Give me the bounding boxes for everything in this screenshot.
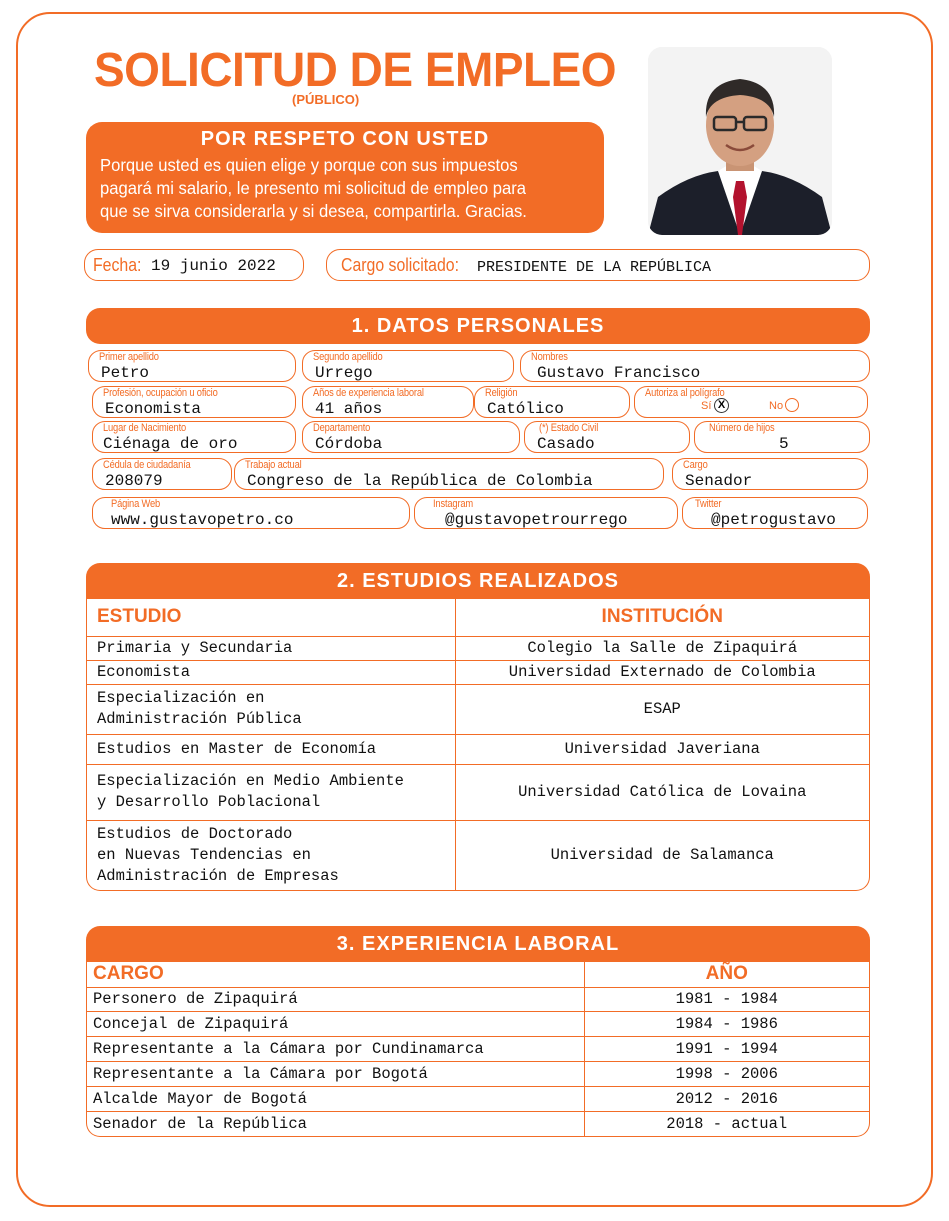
section-datos-personales-header: 1. DATOS PERSONALES	[86, 308, 870, 344]
departamento-field[interactable]	[302, 421, 520, 453]
estudio-cell: Estudios en Master de Economía	[87, 734, 455, 764]
segundo-apellido-label: Segundo apellido	[313, 351, 383, 363]
institucion-cell: Universidad de Salamanca	[455, 820, 869, 890]
numero-hijos-label: Número de hijos	[709, 422, 775, 434]
ano-cell: 1981 - 1984	[584, 987, 869, 1012]
cargo-cell: Concejal de Zipaquirá	[87, 1012, 584, 1037]
primer-apellido-field[interactable]	[88, 350, 296, 382]
cargo-column-header: CARGO	[93, 963, 164, 985]
page-title: SOLICITUD DE EMPLEO	[94, 41, 617, 97]
pagina-web-label: Página Web	[111, 498, 161, 510]
segundo-apellido-value: Urrego	[315, 364, 373, 382]
table-row	[87, 734, 869, 764]
numero-hijos-value: 5	[779, 435, 789, 453]
poligrafo-field[interactable]	[634, 386, 868, 418]
departamento-value: Córdoba	[315, 435, 383, 453]
departamento-label: Departamento	[313, 422, 371, 434]
religion-label: Religión	[485, 387, 518, 399]
experiencia-label: Años de experiencia laboral	[313, 387, 424, 399]
section-estudios-header: 2. ESTUDIOS REALIZADOS	[86, 563, 870, 599]
experiencia-value: 41 años	[315, 400, 383, 418]
cargo-solicitado-field[interactable]	[326, 249, 870, 281]
institucion-column-header: INSTITUCIÓN	[455, 599, 869, 636]
primer-apellido-value: Petro	[101, 364, 150, 382]
institucion-cell: Universidad Católica de Lovaina	[455, 764, 869, 820]
estudio-cell: Economista	[87, 660, 455, 684]
fecha-value: 19 junio 2022	[151, 257, 276, 275]
respect-text	[100, 154, 566, 223]
page-subtitle: (PÚBLICO)	[292, 92, 360, 107]
numero-hijos-field[interactable]	[694, 421, 870, 453]
instagram-label: Instagram	[433, 498, 474, 510]
nombres-value: Gustavo Francisco	[537, 364, 701, 382]
poligrafo-si-label: Sí	[701, 400, 712, 412]
estado-civil-field[interactable]	[524, 421, 690, 453]
table-row	[87, 1012, 869, 1037]
profesion-label: Profesión, ocupación u oficio	[103, 387, 218, 399]
cargo-actual-value: Senador	[685, 472, 753, 490]
lugar-nacimiento-field[interactable]	[92, 421, 296, 453]
estudio-column-header: ESTUDIO	[97, 606, 182, 628]
cargo-solicitado-label: Cargo solicitado:	[341, 255, 459, 275]
lugar-nacimiento-value: Ciénaga de oro	[103, 435, 238, 453]
respect-line: Porque usted es quien elige y porque con sus impuestos	[100, 155, 518, 175]
fecha-field[interactable]	[84, 249, 304, 281]
cargo-cell: Personero de Zipaquirá	[87, 987, 584, 1012]
estudio-cell: Especialización en Administración Pública	[87, 684, 455, 734]
ano-column-header: AÑO	[584, 962, 869, 987]
ano-cell: 2012 - 2016	[584, 1087, 869, 1112]
ano-cell: 1998 - 2006	[584, 1062, 869, 1087]
table-row	[87, 1037, 869, 1062]
table-row	[87, 987, 869, 1012]
experiencia-table	[86, 962, 870, 1137]
cargo-actual-field[interactable]	[672, 458, 868, 490]
table-row	[87, 1112, 869, 1136]
instagram-field[interactable]	[414, 497, 678, 529]
table-row	[87, 1062, 869, 1087]
table-row	[87, 820, 869, 890]
nombres-label: Nombres	[531, 351, 568, 363]
trabajo-actual-value: Congreso de la República de Colombia	[247, 472, 593, 490]
cedula-field[interactable]	[92, 458, 232, 490]
instagram-value: @gustavopetrourrego	[445, 511, 628, 529]
cedula-value: 208079	[105, 472, 163, 490]
lugar-nacimiento-label: Lugar de Nacimiento	[103, 422, 187, 434]
twitter-field[interactable]	[682, 497, 868, 529]
religion-value: Católico	[487, 400, 564, 418]
poligrafo-si-radio[interactable]: X	[714, 398, 729, 413]
ano-cell: 1991 - 1994	[584, 1037, 869, 1062]
primer-apellido-label: Primer apellido	[99, 351, 159, 363]
institucion-cell: Universidad Javeriana	[455, 734, 869, 764]
profesion-value: Economista	[105, 400, 202, 418]
section-experiencia-header: 3. EXPERIENCIA LABORAL	[86, 926, 870, 962]
estudios-table	[86, 599, 870, 891]
cedula-label: Cédula de ciudadanía	[103, 459, 191, 471]
institucion-cell: Colegio la Salle de Zipaquirá	[455, 636, 869, 660]
respect-line: pagará mi salario, le presento mi solicitud de empleo para	[100, 178, 527, 198]
table-row	[87, 660, 869, 684]
ano-cell: 1984 - 1986	[584, 1012, 869, 1037]
twitter-label: Twitter	[695, 498, 722, 510]
nombres-field[interactable]	[520, 350, 870, 382]
respect-line: que se sirva considerarla y si desea, compartirla. Gracias.	[100, 201, 527, 221]
table-row	[87, 1087, 869, 1112]
estudio-cell: Estudios de Doctorado en Nuevas Tendencias en Administración de Empresas	[87, 820, 455, 890]
pagina-web-field[interactable]	[92, 497, 410, 529]
experiencia-field[interactable]	[302, 386, 474, 418]
trabajo-actual-field[interactable]	[234, 458, 664, 490]
trabajo-actual-label: Trabajo actual	[245, 459, 302, 471]
cargo-solicitado-value: PRESIDENTE DE LA REPÚBLICA	[477, 259, 712, 276]
estado-civil-value: Casado	[537, 435, 595, 453]
estado-civil-label: (*) Estado Civil	[539, 422, 599, 434]
institucion-cell: ESAP	[455, 684, 869, 734]
table-row	[87, 636, 869, 660]
cargo-cell: Alcalde Mayor de Bogotá	[87, 1087, 584, 1112]
applicant-photo	[648, 47, 832, 235]
cargo-cell: Senador de la República	[87, 1112, 584, 1136]
cargo-cell: Representante a la Cámara por Cundinamarca	[87, 1037, 584, 1062]
poligrafo-no-label: No	[769, 400, 784, 412]
table-row	[87, 684, 869, 734]
poligrafo-no-radio[interactable]	[785, 398, 799, 412]
poligrafo-label: Autoriza al polígrafo	[645, 387, 725, 399]
institucion-cell: Universidad Externado de Colombia	[455, 660, 869, 684]
estudio-cell: Especialización en Medio Ambiente y Desarrollo Poblacional	[87, 764, 455, 820]
fecha-label: Fecha:	[93, 255, 142, 275]
profesion-field[interactable]	[92, 386, 296, 418]
ano-cell: 2018 - actual	[584, 1112, 869, 1136]
cargo-actual-label: Cargo	[683, 459, 708, 471]
table-row	[87, 764, 869, 820]
cargo-cell: Representante a la Cámara por Bogotá	[87, 1062, 584, 1087]
respect-box	[86, 122, 604, 233]
twitter-value: @petrogustavo	[711, 511, 836, 529]
pagina-web-value: www.gustavopetro.co	[111, 511, 294, 529]
respect-title: POR RESPETO CON USTED	[200, 128, 490, 150]
estudio-cell: Primaria y Secundaria	[87, 636, 455, 660]
segundo-apellido-field[interactable]	[302, 350, 514, 382]
religion-field[interactable]	[474, 386, 630, 418]
